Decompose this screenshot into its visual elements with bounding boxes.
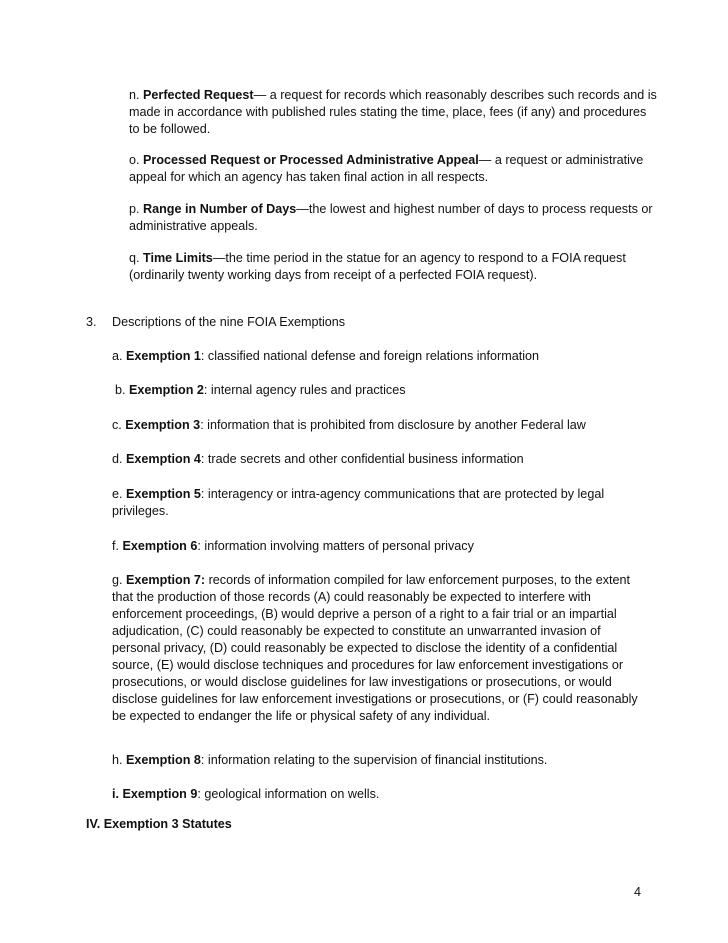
section-heading: Descriptions of the nine FOIA Exemptions: [112, 315, 346, 329]
page-number: 4: [634, 885, 642, 899]
definition-term: Perfected Request: [143, 88, 254, 102]
exemption-7: g. Exemption 7: records of information compiled for law enforcement purposes, to the extent that the production of those records (A) could reasonably be expected to interfere with enforcement proceedings, (B) would deprive a person of a right to a fair trial or an impartial adjudication, (C) could reasonably be expected to constitute an unwarranted invasion of personal privacy, (D) could reasonably be expected to disclose the identity of a confidential source, (E) would disclose techniques and procedures for law enforcement investigations or prosecutions, or would disclose guidelines for law investigations or prosecutions, or would disclose guidelines for law enforcement investigations or prosecutions, or (F) could reasonably be expected to endanger the life or physical safety of any individual.: [112, 573, 638, 723]
definition-term: Range in Number of Days: [143, 202, 297, 216]
exemption-9: i. Exemption 9: geological information on wells.: [112, 787, 380, 801]
section-iv-heading: IV. Exemption 3 Statutes: [86, 817, 232, 831]
definition-perfected-request: n. Perfected Request— a request for records which reasonably describes such records and is made in accordance with published rules stating the time, place, fees (if any) and procedures to be followed.: [129, 88, 657, 136]
definition-term: Time Limits: [143, 251, 213, 265]
exemption-3: c. Exemption 3: information that is prohibited from disclosure by another Federal law: [112, 418, 586, 432]
exemption-5: e. Exemption 5: interagency or intra-agency communications that are protected by legal privileges.: [112, 487, 605, 518]
definition-time-limits: q. Time Limits—the time period in the statue for an agency to respond to a FOIA request (ordinarily twenty working days from receipt of a perfected FOIA request).: [129, 251, 626, 282]
definition-range-in-days: p. Range in Number of Days—the lowest and highest number of days to process requests or administrative appeals.: [129, 202, 653, 233]
definition-term: Processed Request or Processed Administrative Appeal: [143, 153, 479, 167]
exemption-4: d. Exemption 4: trade secrets and other confidential business information: [112, 452, 524, 466]
exemption-8: h. Exemption 8: information relating to the supervision of financial institutions.: [112, 753, 548, 767]
exemption-1: a. Exemption 1: classified national defense and foreign relations information: [112, 349, 540, 363]
definition-processed-request: o. Processed Request or Processed Administrative Appeal— a request or administrative appeal for which an agency has taken final action in all respects.: [129, 153, 644, 184]
exemption-6: f. Exemption 6: information involving matters of personal privacy: [112, 539, 474, 553]
exemption-2: b. Exemption 2: internal agency rules and practices: [115, 383, 406, 397]
section-number: 3.: [86, 315, 97, 329]
